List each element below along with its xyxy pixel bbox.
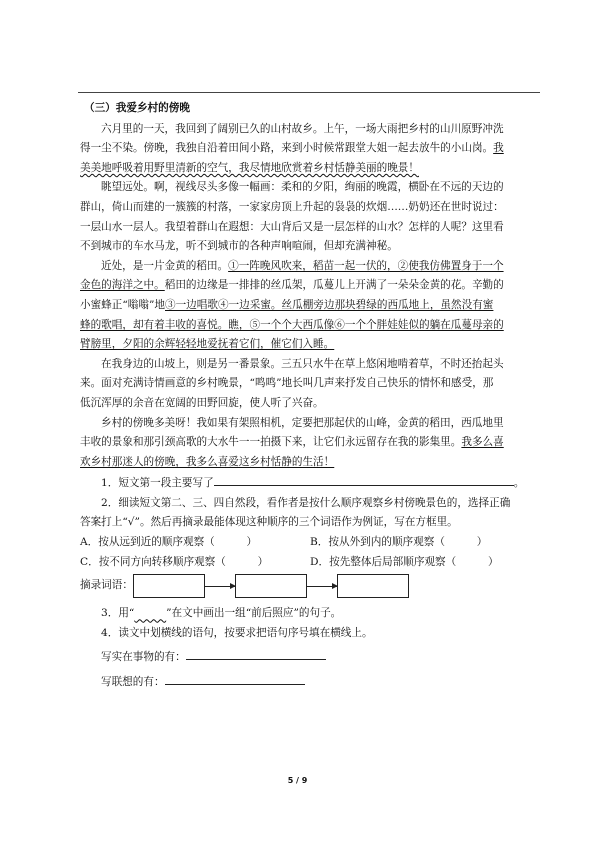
passage-text: 得一尘不染。傍晚，我独自沿着田间小路，来到小时候常跟堂大姐一起去放牛的小山岗。 xyxy=(80,142,494,155)
paragraph-line xyxy=(80,433,536,453)
question-1 xyxy=(80,472,536,494)
question-2-line1: 2．细读短文第二、三、四自然段，看作者是按什么顺序观察乡村傍晚景色的，选择正确 xyxy=(101,496,511,509)
paragraph xyxy=(80,414,536,473)
reading-passage xyxy=(80,120,536,473)
paragraph xyxy=(80,355,536,414)
passage-text: 在我身边的山坡上，则是另一番景象。三五只水牛在草上悠闲地啃着草，不时还抬起头 xyxy=(101,357,504,370)
wavy-line-mark xyxy=(134,607,166,619)
arrow-right-icon xyxy=(307,586,337,587)
passage-text: 群山，倚山而建的一簇簇的村落，一家家房顶上升起的袅袅的炊烟……奶奶还在世时说过： xyxy=(80,200,504,213)
paragraph-line xyxy=(80,120,536,140)
underlined-sentence: 臂膀里，夕阳的余辉轻轻地爱抚着它们，催它们入睡。 xyxy=(80,338,335,351)
underlined-sentence: ①一阵晚风吹来，稻苗一起一伏的，②使我仿佛置身于一个 xyxy=(228,259,504,272)
passage-text: 稻田的边缘是一排排的丝瓜架，瓜蔓儿上开满了一朵朵金黄的花。辛勤的 xyxy=(164,279,504,292)
question-1-text: 1．短文第一段主要写了 xyxy=(101,477,214,490)
passage-text: 低沉浑厚的余音在宽阔的田野回旋，使人听了兴奋。 xyxy=(80,396,324,409)
option-a[interactable]: A．按从远到近的顺序观察（ ） xyxy=(80,536,258,549)
passage-text: 近处，是一片金黄的稻田。 xyxy=(101,259,229,272)
paragraph-line xyxy=(80,394,536,414)
excerpt-box-3[interactable] xyxy=(337,574,409,598)
underlined-sentence: 我 xyxy=(493,142,504,155)
underlined-sentence: 金色的海洋之中。 xyxy=(80,279,165,292)
question-3-pre: 3．用“ xyxy=(101,607,135,620)
underlined-sentence: 欢乡村那迷人的傍晚，我多么喜爱这乡村恬静的生活！ xyxy=(80,455,335,468)
passage-text: 丰收的景象和那引颈高歌的大水牛一一拍摄下来，让它们永远留存在我的影集里。 xyxy=(80,436,462,449)
option-d[interactable]: D．按先整体后局部顺序观察（ ） xyxy=(310,555,499,568)
option-c[interactable]: C．按不同方向转移顺序观察（ ） xyxy=(80,555,269,568)
paragraph xyxy=(80,257,536,355)
question-3 xyxy=(80,604,536,624)
option-grid xyxy=(80,533,536,572)
paragraph-line xyxy=(80,237,536,257)
paragraph-line xyxy=(80,257,536,277)
passage-text: 来。面对充满诗情画意的乡村晚景，“鸣鸣”地长叫几声来抒发自己快乐的情怀和感受，那 xyxy=(80,377,494,390)
passage-text: 一层山水一层人。我望着群山在遐想：大山背后又是一层怎样的山水？怎样的人呢？这里看 xyxy=(80,220,504,233)
paragraph-line xyxy=(80,178,536,198)
wavy-underlined-text: 美美地呼吸着用野里清新的空气，我尽情地欣赏着乡村恬静美丽的晚景！ xyxy=(80,161,419,174)
paragraph-line xyxy=(80,139,536,159)
fill-line-1 xyxy=(80,646,536,668)
paragraph-line xyxy=(80,453,536,473)
excerpt-box-1[interactable] xyxy=(133,574,205,598)
passage-text: 眺望远处。啊，视线尽头多像一幅画：柔和的夕阳，绚丽的晚霞，横卧在不远的天边的 xyxy=(101,181,504,194)
underlined-sentence: 我多么喜 xyxy=(461,436,504,449)
option-b[interactable]: B．按从外到内的顺序观察（ ） xyxy=(310,536,488,549)
excerpt-label: 摘录词语： xyxy=(80,579,133,592)
paragraph-line xyxy=(80,159,536,179)
fill-line-2 xyxy=(80,671,536,693)
question-3-post: ”在文中画出一组“前后照应”的句子。 xyxy=(166,607,342,620)
paragraph-line xyxy=(80,414,536,434)
fill-label-2: 写联想的有： xyxy=(101,676,165,689)
passage-text: 乡村的傍晚多美呀！我如果有架照相机，定要把那起伏的山峰，金黄的稻田，西瓜地里 xyxy=(101,416,504,429)
question-2-line2: 答案打上“√”。然后再摘录最能体现这种顺序的三个词语作为例证，写在方框里。 xyxy=(80,516,458,529)
answer-blank-1[interactable] xyxy=(214,472,514,486)
paragraph-line xyxy=(80,218,536,238)
paragraph-line xyxy=(80,296,536,316)
passage-text: 六月里的一天，我回到了阔别已久的山村故乡。上午，一场大雨把乡村的山川原野冲洗 xyxy=(101,122,504,135)
underlined-sentence: ③一边唱歌④一边采蜜。丝瓜棚旁边那块碧绿的西瓜地上，虽然没有蜜 xyxy=(165,298,494,311)
paragraph-line xyxy=(80,335,536,355)
answer-blank-2[interactable] xyxy=(186,646,326,660)
underlined-sentence: 蜂的歌唱，却有着丰收的喜悦。瞧，⑤一个个大西瓜像⑥一个个胖娃娃似的躺在瓜蔓母亲的 xyxy=(80,318,504,331)
paragraph xyxy=(80,178,536,256)
fill-label-1: 写实在事物的有： xyxy=(101,651,186,664)
excerpt-row xyxy=(80,574,536,598)
passage-text: 小蜜蜂正“嗡嗡”地 xyxy=(80,298,165,311)
header-rule xyxy=(78,92,540,93)
paragraph-line xyxy=(80,276,536,296)
page-number: 5 / 9 xyxy=(287,776,308,785)
excerpt-box-2[interactable] xyxy=(235,574,307,598)
paragraph xyxy=(80,120,536,179)
paragraph-line xyxy=(80,316,536,336)
question-1-end: 。 xyxy=(513,477,525,490)
question-4: 4．读文中划横线的语句，按要求把语句序号填在横线上。 xyxy=(101,626,373,639)
passage-text: 不到城市的车水马龙，听不到城市的各种声响喧闹，但却充满神秘。 xyxy=(80,240,398,253)
section-title: （三）我爱乡村的傍晚 xyxy=(84,102,190,114)
worksheet-page xyxy=(80,99,536,693)
paragraph-line xyxy=(80,355,536,375)
paragraph-line xyxy=(80,374,536,394)
paragraph-line xyxy=(80,198,536,218)
answer-blank-3[interactable] xyxy=(165,671,305,685)
arrow-right-icon xyxy=(205,586,235,587)
question-2 xyxy=(80,494,536,598)
